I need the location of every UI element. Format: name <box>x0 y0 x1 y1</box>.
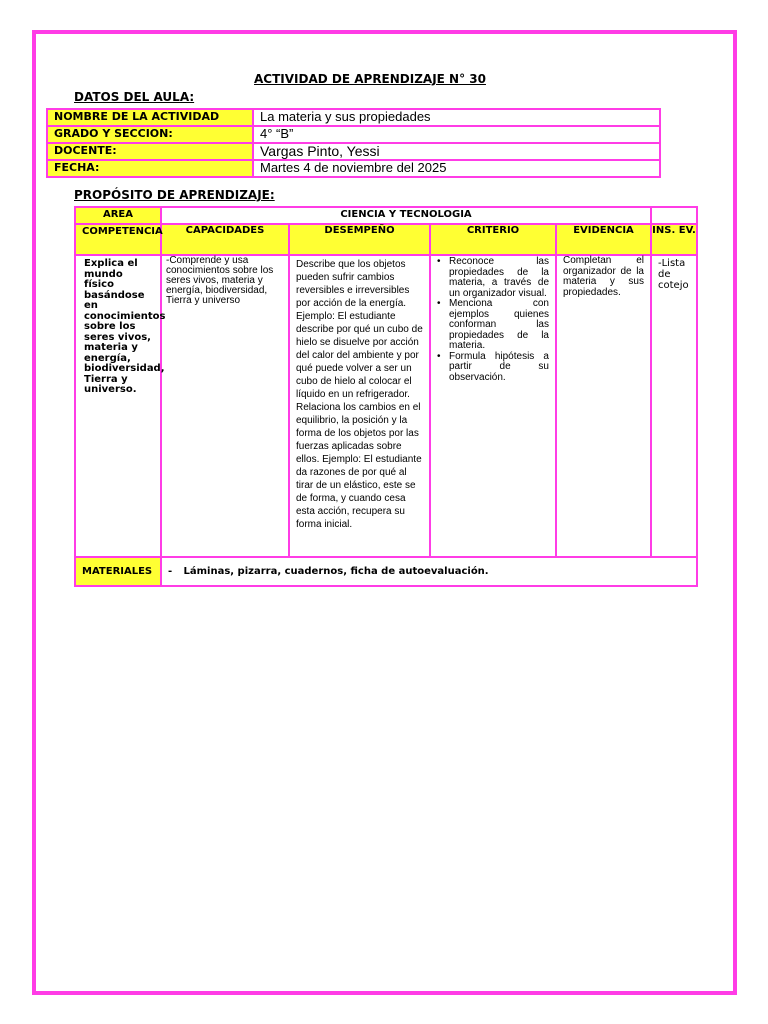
ins-ev-text: -Lista de cotejo <box>651 255 697 557</box>
criterio-list <box>437 257 549 383</box>
datos-row-grado <box>47 126 660 143</box>
criterio-item: • Formula hipótesis a partir de su observación. <box>437 352 549 384</box>
datos-value-docente: Vargas Pinto, Yessi <box>253 143 660 160</box>
area-row <box>75 207 697 224</box>
header-desempeno: DESEMPEÑO <box>289 224 430 255</box>
proposito-section-title: PROPÓSITO DE APRENDIZAJE: <box>74 188 275 202</box>
area-empty-cell <box>651 207 697 224</box>
header-criterio: CRITERIO <box>430 224 556 255</box>
datos-label: DOCENTE: <box>47 143 253 160</box>
proposito-table <box>74 206 698 587</box>
datos-row-fecha <box>47 160 660 177</box>
desempeno-text: Describe que los objetos pueden sufrir cambios reversibles e irreversibles por acción de la energía. Ejemplo: El estudiante describe por qué un cubo de hielo se disuelve por acción del calor del ambiente y por qué puede volver a ser un cubo de hielo al colocar el líquido en un refrigerador. Relaciona los cambios en el equilibrio, la posición y la forma de los objetos por las fuerzas aplicadas sobre ellos. Ejemplo: El estudiante da razones de por qué al tirar de un elástico, este se de forma, y cuando cesa esta acción, recupera su forma inicial. <box>289 255 430 557</box>
header-capacidades: CAPACIDADES <box>161 224 289 255</box>
datos-row-actividad <box>47 109 660 126</box>
datos-table <box>46 108 661 178</box>
area-label: AREA <box>75 207 161 224</box>
datos-label: FECHA: <box>47 160 253 177</box>
area-value: CIENCIA Y TECNOLOGIA <box>161 207 651 224</box>
datos-row-docente <box>47 143 660 160</box>
criterio-cell <box>430 255 556 557</box>
materiales-dash: - <box>168 566 173 577</box>
content-row <box>75 255 697 557</box>
header-row <box>75 224 697 255</box>
document-title: ACTIVIDAD DE APRENDIZAJE N° 30 <box>254 72 486 86</box>
header-competencia: COMPETENCIA <box>75 224 161 255</box>
datos-label: NOMBRE DE LA ACTIVIDAD <box>47 109 253 126</box>
datos-value-actividad: La materia y sus propiedades <box>253 109 660 126</box>
materiales-row <box>75 557 697 586</box>
criterio-item: • Menciona con ejemplos quienes conforman las propiedades de la materia. <box>437 299 549 352</box>
datos-label: GRADO Y SECCION: <box>47 126 253 143</box>
materiales-cell <box>161 557 697 586</box>
datos-section-title: DATOS DEL AULA: <box>74 90 195 104</box>
capacidades-text: -Comprende y usa conocimientos sobre los seres vivos, materia y energía, biodiversidad, Tierra y universo <box>161 255 289 557</box>
materiales-value: Láminas, pizarra, cuadernos, ficha de autoevaluación. <box>183 566 489 577</box>
header-ins-ev: INS. EV. <box>651 224 697 255</box>
datos-value-fecha: Martes 4 de noviembre del 2025 <box>253 160 660 177</box>
criterio-item: • Reconoce las propiedades de la materia, a través de un organizador visual. <box>437 257 549 299</box>
header-evidencia: EVIDENCIA <box>556 224 651 255</box>
materiales-label: MATERIALES <box>75 557 161 586</box>
datos-value-grado: 4° “B” <box>253 126 660 143</box>
competencia-text: Explica el mundo físico basándose en conocimientos sobre los seres vivos, materia y energía, biodiversidad, Tierra y universo. <box>75 255 161 557</box>
evidencia-text: Completan el organizador de la materia y sus propiedades. <box>556 255 651 557</box>
